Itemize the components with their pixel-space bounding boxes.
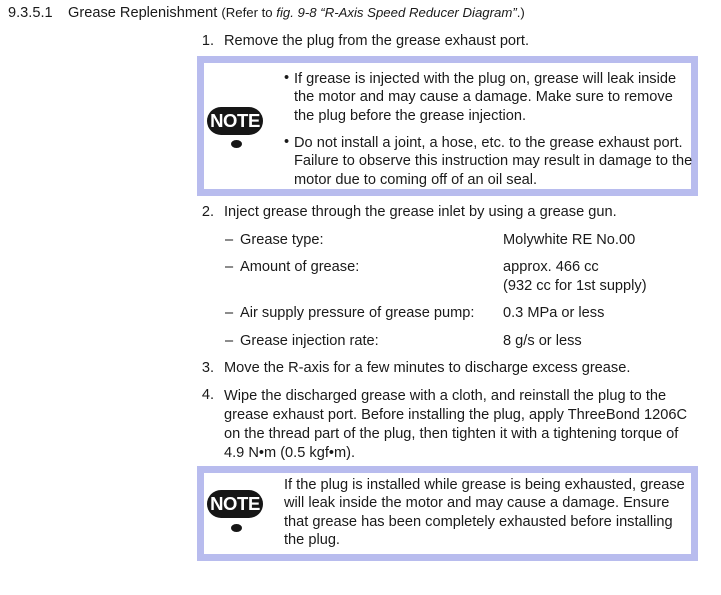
spec-value: 8 g/s or less (503, 333, 582, 349)
section-title: Grease Replenishment (68, 5, 218, 21)
figure-link: fig. 9-8 (276, 5, 317, 20)
note-2-text: If the plug is installed while grease is being exhausted, grease will leak inside the motor and may cause a damage. Ensure that grease has been completely exhausted before installing the plug. (284, 477, 685, 549)
figure-title: “R-Axis Speed Reducer Diagram” (320, 5, 517, 20)
spec-label: Amount of grease: (240, 259, 360, 275)
dash-icon: – (225, 333, 234, 349)
note-1-bullet-2: Do not install a joint, a hose, etc. to the grease exhaust port. Failure to observe this instruction may result in damage to the motor due to coming off of an oil seal. (294, 135, 693, 188)
spec-label: Air supply pressure of grease pump: (240, 305, 475, 321)
spec-value: 0.3 MPa or less (503, 305, 605, 321)
note-box-2 (197, 466, 698, 561)
step-1-number: 1. (201, 33, 214, 49)
section-number: 9.3.5.1 (8, 5, 53, 21)
note-icon-dot (231, 524, 242, 532)
section-heading (68, 5, 525, 21)
step-3-text: Move the R-axis for a few minutes to discharge excess grease. (224, 360, 631, 376)
step-1-text: Remove the plug from the grease exhaust port. (224, 33, 530, 49)
dash-icon: – (225, 232, 234, 248)
bullet-icon: • (284, 134, 290, 150)
bullet-icon: • (284, 70, 290, 86)
note-icon-dot (231, 140, 242, 148)
note-box-1 (197, 56, 698, 196)
step-4-text: Wipe the discharged grease with a cloth, and reinstall the plug to the grease exhaust port. Before installing the plug, apply ThreeBond 1206C on the thread part of the plug, then tighten it with a tightening torque of 4.9 N•m (0.5 kgf•m). (224, 388, 687, 461)
note-icon: NOTE (207, 107, 263, 135)
step-2-text: Inject grease through the grease inlet by using a grease gun. (224, 204, 617, 220)
step-3-number: 3. (201, 360, 214, 376)
step-2-number: 2. (201, 204, 214, 220)
section-reference: (Refer to fig. 9-8 “R-Axis Speed Reducer Diagram”.) (221, 5, 525, 20)
note-icon: NOTE (207, 490, 263, 518)
note-1-bullet-1: If grease is injected with the plug on, grease will leak inside the motor and may cause a damage. Make sure to remove the plug before the grease injection. (294, 71, 677, 124)
spec-value-note: (932 cc for 1st supply) (503, 278, 647, 294)
step-4-number: 4. (201, 387, 214, 403)
spec-value: approx. 466 cc (503, 259, 599, 275)
spec-label: Grease injection rate: (240, 333, 379, 349)
spec-label: Grease type: (240, 232, 324, 248)
dash-icon: – (225, 305, 234, 321)
spec-value: Molywhite RE No.00 (503, 232, 636, 248)
dash-icon: – (225, 259, 234, 275)
